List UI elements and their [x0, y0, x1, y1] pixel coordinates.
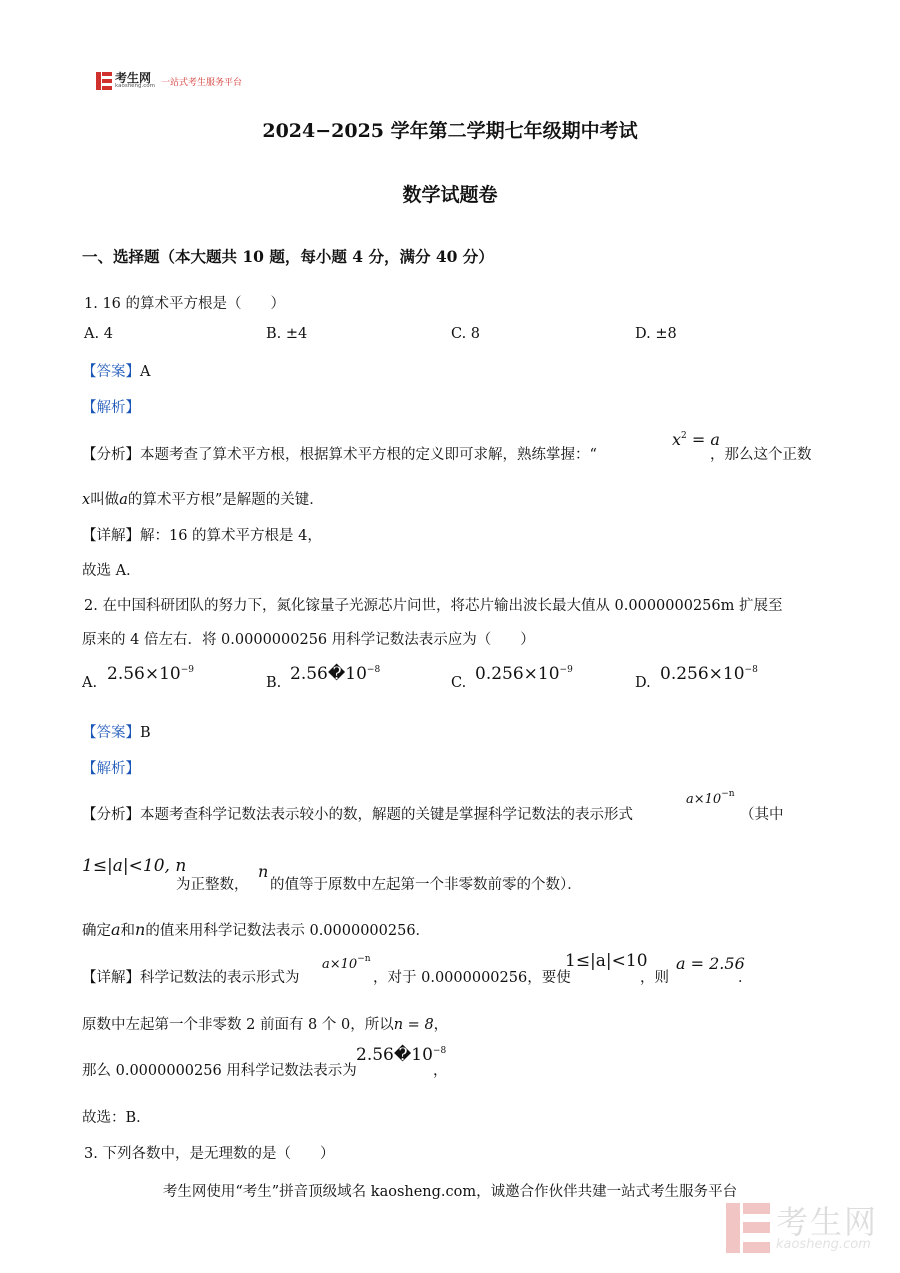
watermark-domain: kaosheng.com: [775, 1236, 871, 1252]
formula-exp: −n: [721, 789, 735, 799]
q2-option-b-label: B.: [266, 675, 282, 691]
q2-xiangjie-text3: ，则: [640, 970, 669, 986]
formula-a: = a: [686, 430, 720, 449]
line-a-text: 原数中左起第一个非零数 2 前面有 8 个 0，所以: [82, 1017, 394, 1033]
q2-answer: [82, 721, 151, 742]
xiangjie-tag: 【详解】: [82, 970, 140, 986]
formula-main: a×10: [686, 792, 722, 807]
q1-answer: [82, 360, 150, 381]
fenxi-text: 本题考查了算术平方根，根据算术平方根的定义即可求解，熟练掌握：: [140, 447, 590, 463]
q3-stem: 3. 下列各数中，是无理数的是（ ）: [84, 1146, 335, 1162]
line-a-end: ，: [433, 1017, 449, 1033]
line2-text2: 的算术平方根”是解题的关键．: [127, 492, 324, 508]
q1-option-a: A. 4: [84, 326, 113, 342]
q2-option-a-label: A.: [82, 675, 98, 691]
q1-option-b: B. ±4: [266, 326, 308, 342]
option-d-math: 0.256×10: [660, 664, 745, 684]
fenxi-text: 本题考查科学记数法表示较小的数，解题的关键是掌握科学记数法的表示形式: [140, 807, 633, 823]
option-b-math: 2.56�10: [290, 664, 367, 684]
q2-fenxi-tail: （其中: [740, 807, 784, 823]
q2-line-b: 那么 0.0000000256 用科学记数法表示为: [82, 1063, 357, 1079]
option-a-math: 2.56×10: [107, 664, 181, 684]
xiangjie-text: 解：16 的算术平方根是 4，: [140, 528, 322, 544]
q1-xiangjie: [82, 524, 322, 545]
q2-stem-line1: 2. 在中国科研团队的努力下，氮化镓量子光源芯片问世，将芯片输出波长最大值从 0.0000000256m 扩展至: [84, 598, 783, 614]
q2-condition-n: n: [258, 862, 269, 881]
page-title: 2024−2025 学年第二学期七年级期中考试: [262, 120, 638, 142]
q2-choice: 故选：B．: [82, 1110, 151, 1126]
line2-text1: 叫做: [90, 492, 120, 508]
q1-fenxi-line2: [82, 488, 324, 509]
q2-condition-math: 1≤|a|<10, n: [82, 856, 187, 876]
q1-fenxi: [82, 443, 597, 464]
q1-analysis-tag: 【解析】: [82, 400, 140, 416]
logo-mark-icon: [96, 72, 112, 90]
var-n: n: [135, 920, 146, 939]
queding-text3: 的值来用科学记数法表示 0.0000000256．: [145, 923, 431, 939]
formula-exp: −n: [357, 954, 371, 964]
q2-xiangjie-end: ．: [738, 970, 753, 986]
answer-tag: 【答案】: [82, 364, 140, 380]
answer-value: B: [140, 725, 151, 741]
var-x: x: [82, 492, 91, 508]
formula-x: x: [672, 430, 682, 449]
var-a: a: [119, 492, 128, 508]
watermark: [726, 1203, 878, 1253]
q2-fenxi-formula: [686, 789, 735, 807]
option-d-exp: −8: [744, 665, 758, 675]
queding-text2: 和: [120, 923, 136, 939]
q1-fenxi-tail: ，那么这个正数: [710, 447, 812, 463]
watermark-name: 考生网: [775, 1202, 878, 1241]
line-a-math: n = 8: [393, 1017, 434, 1033]
fenxi-tag: 【分析】: [82, 807, 140, 823]
q2-xiangjie-cond: 1≤|a|<10: [565, 951, 648, 971]
option-a-exp: −9: [180, 665, 195, 675]
q2-analysis-tag: 【解析】: [82, 761, 140, 777]
q1-option-c: C. 8: [451, 326, 481, 342]
answer-tag: 【答案】: [82, 725, 140, 741]
q2-queding: [82, 919, 430, 940]
xiangjie-tag: 【详解】: [82, 528, 140, 544]
q2-option-d: [660, 664, 758, 684]
q2-option-a: [107, 664, 194, 684]
q2-stem-line2: 原来的 4 倍左右．将 0.0000000256 用科学记数法表示应为（ ）: [82, 632, 535, 648]
line-b-exp: −8: [432, 1046, 447, 1056]
q2-option-d-label: D.: [635, 675, 651, 691]
q2-option-c-label: C.: [451, 675, 467, 691]
q2-line-b-end: ，: [433, 1063, 448, 1079]
q2-xiangjie-text2: ，对于 0.0000000256，要使: [373, 970, 571, 986]
formula-sup: 2: [681, 431, 687, 441]
q1-choice: 故选 A．: [82, 563, 141, 579]
quote-open: “: [589, 447, 597, 463]
q1-option-d: D. ±8: [635, 326, 677, 342]
page-subtitle: 数学试题卷: [402, 184, 498, 206]
answer-value: A: [140, 364, 151, 380]
option-b-exp: −8: [366, 665, 381, 675]
site-logo[interactable]: [96, 72, 242, 90]
var-a: a: [111, 920, 121, 939]
page-footer: 考生网使用“考生”拼音顶级域名 kaosheng.com，诚邀合作伙伴共建一站式考生服务平台: [162, 1184, 738, 1200]
formula-main: a×10: [322, 957, 358, 972]
logo-slogan: 一站式考生服务平台: [161, 77, 243, 88]
fenxi-tag: 【分析】: [82, 447, 140, 463]
q2-line-a: [82, 1013, 448, 1034]
q1-stem: 1. 16 的算术平方根是（ ）: [84, 296, 286, 312]
xiangjie-text1: 科学记数法的表示形式为: [140, 970, 300, 986]
q2-condition-text1: 为正整数，: [176, 877, 249, 893]
q2-fenxi: [82, 803, 633, 824]
q2-xiangjie-text1: [82, 966, 300, 987]
logo-name: 考生网: [115, 71, 152, 86]
option-c-exp: −9: [559, 665, 573, 675]
line-b-main: 2.56�10: [356, 1045, 433, 1065]
watermark-logo-icon: [726, 1203, 770, 1253]
option-c-math: 0.256×10: [475, 664, 560, 684]
q2-xiangjie-value: a = 2.56: [676, 954, 745, 973]
logo-domain: kaosheng.com: [115, 83, 156, 90]
q2-option-c: [475, 664, 573, 684]
q2-option-b: [290, 664, 380, 684]
section-heading: 一、选择题（本大题共 10 题，每小题 4 分，满分 40 分）: [82, 247, 494, 266]
q2-condition-text2: 的值等于原数中左起第一个非零数前零的个数）．: [270, 877, 582, 893]
queding-text1: 确定: [82, 923, 111, 939]
q2-xiangjie-formula: [322, 954, 371, 972]
